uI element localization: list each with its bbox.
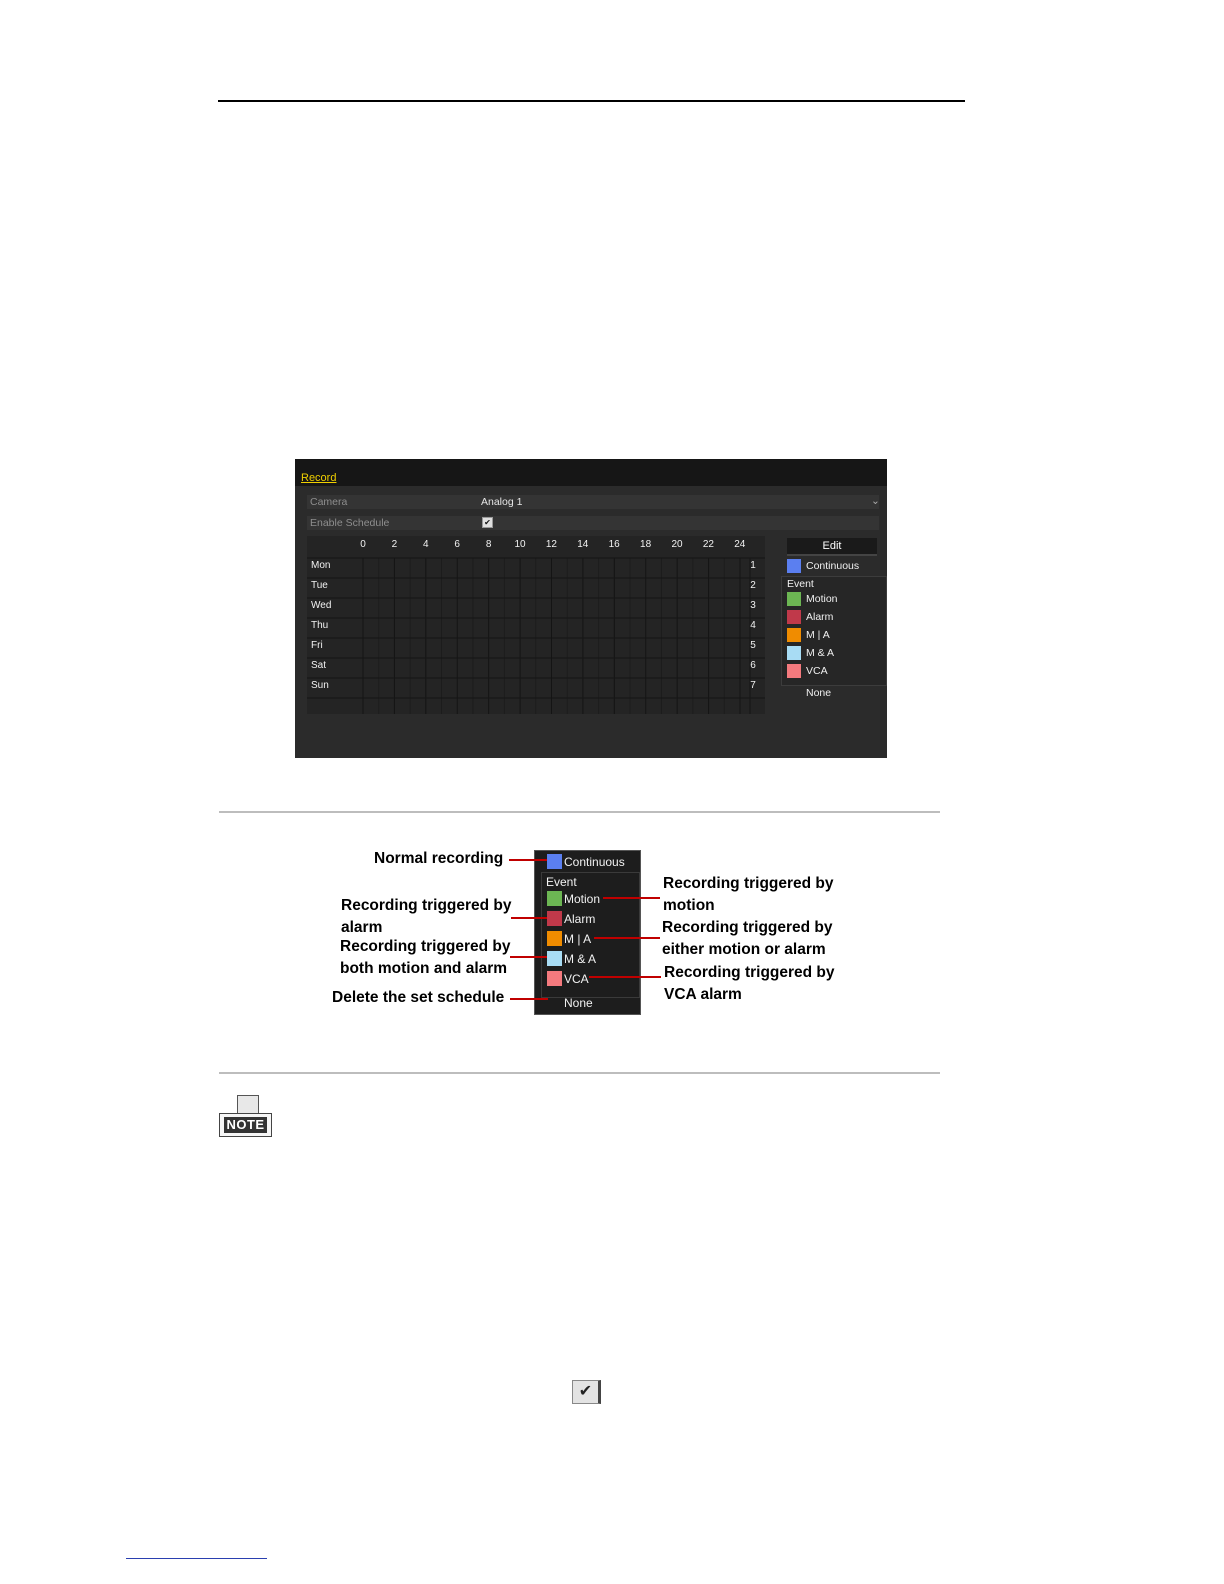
note-clip: [237, 1095, 259, 1115]
continuous-label: Continuous: [564, 855, 625, 869]
header-rule: [218, 100, 965, 102]
hour-label: 24: [734, 539, 746, 550]
legend-swatch: [787, 592, 801, 606]
day-label: Sat: [311, 660, 327, 671]
callout-delete: Delete the set schedule: [332, 989, 505, 1006]
continuous-label: Continuous: [806, 560, 860, 572]
legend-label: Motion: [806, 593, 838, 605]
legend-panel: [534, 850, 641, 1015]
continuous-swatch: [547, 854, 562, 869]
none-label: None: [564, 996, 593, 1010]
callout-alarm-2: alarm: [341, 919, 383, 936]
schedule-grid-lines: [307, 536, 765, 714]
hour-label: 22: [702, 539, 714, 550]
event-label: Event: [546, 875, 577, 889]
legend-swatch: [787, 646, 801, 660]
legend-swatch: [547, 951, 562, 966]
line-vca: [589, 976, 661, 978]
schedule-grid[interactable]: [307, 536, 765, 714]
day-copy-number[interactable]: 6: [750, 660, 756, 671]
legend-label: VCA: [564, 972, 589, 986]
title-bar: [295, 459, 887, 486]
hour-label: 6: [454, 539, 460, 550]
line-either: [594, 937, 660, 939]
legend-label: M & A: [564, 952, 597, 966]
record-schedule-screenshot: [295, 459, 887, 758]
chevron-down-icon[interactable]: ⌄: [871, 495, 880, 507]
none-option[interactable]: None: [806, 687, 832, 699]
note-box: [219, 1113, 272, 1137]
line-motion: [603, 897, 660, 899]
callout-both-2: both motion and alarm: [340, 960, 508, 977]
separator-top: [219, 811, 940, 813]
day-copy-number[interactable]: 4: [750, 620, 756, 631]
line-normal: [509, 859, 547, 861]
continuous-swatch: [787, 559, 801, 573]
callout-motion-1: Recording triggered by: [663, 875, 834, 892]
checkbox-checked-icon: ✔: [572, 1380, 601, 1404]
footer-link-line: [126, 1558, 267, 1559]
camera-select[interactable]: Analog 1: [481, 496, 523, 508]
legend-swatch: [547, 931, 562, 946]
event-label: Event: [787, 578, 814, 590]
enable-schedule-row: [307, 516, 879, 530]
day-copy-number[interactable]: 3: [750, 600, 756, 611]
hour-label: 8: [485, 539, 492, 550]
day-label: Sun: [311, 680, 329, 691]
enable-schedule-label: Enable Schedule: [310, 517, 390, 529]
separator-bottom: [219, 1072, 940, 1074]
legend-swatch: [787, 610, 801, 624]
legend-swatch: [787, 628, 801, 642]
day-copy-number[interactable]: 5: [750, 640, 756, 651]
camera-row: [307, 495, 879, 509]
callout-vca-1: Recording triggered by: [664, 964, 835, 981]
hour-label: 0: [360, 539, 366, 550]
edit-button[interactable]: Edit: [787, 538, 877, 556]
legend-label: Motion: [564, 892, 601, 906]
hour-label: 12: [545, 539, 557, 550]
legend-label: Alarm: [806, 611, 834, 623]
hour-label: 18: [640, 539, 652, 550]
hour-label: 10: [514, 539, 526, 550]
legend-label: M | A: [806, 629, 830, 641]
line-delete: [510, 998, 548, 1000]
callout-either-1: Recording triggered by: [662, 919, 833, 936]
day-label: Mon: [311, 560, 331, 571]
day-copy-number[interactable]: 2: [750, 580, 756, 591]
day-copy-number[interactable]: 7: [750, 680, 756, 691]
legend-label: M | A: [564, 932, 592, 946]
callout-both-1: Recording triggered by: [340, 938, 511, 955]
callout-motion-2: motion: [663, 897, 715, 914]
hour-label: 14: [577, 539, 589, 550]
legend-swatch: [547, 971, 562, 986]
hour-label: 16: [608, 539, 620, 550]
legend-swatch: [787, 664, 801, 678]
legend-label: M & A: [806, 647, 835, 659]
legend-label: Alarm: [564, 912, 596, 926]
callout-vca-2: VCA alarm: [664, 986, 742, 1003]
callout-either-2: either motion or alarm: [662, 941, 826, 958]
day-label: Tue: [311, 580, 328, 591]
enable-schedule-checkbox[interactable]: ✔: [482, 517, 493, 528]
note-label: NOTE: [224, 1117, 267, 1133]
legend-swatch: [547, 891, 562, 906]
day-label: Fri: [311, 640, 323, 651]
legend-label: VCA: [806, 665, 828, 677]
callout-alarm-1: Recording triggered by: [341, 897, 512, 914]
day-label: Thu: [311, 620, 329, 631]
line-alarm: [511, 917, 547, 919]
hour-label: 4: [423, 539, 429, 550]
callout-normal: Normal recording: [374, 850, 504, 867]
line-both: [510, 956, 547, 958]
day-copy-number[interactable]: 1: [750, 560, 756, 571]
note-icon: [219, 1095, 272, 1139]
legend-swatch: [547, 911, 562, 926]
hour-label: 2: [391, 539, 398, 550]
camera-label: Camera: [310, 496, 348, 508]
day-label: Wed: [311, 600, 332, 611]
record-title[interactable]: Record: [301, 472, 337, 484]
hour-label: 20: [671, 539, 683, 550]
